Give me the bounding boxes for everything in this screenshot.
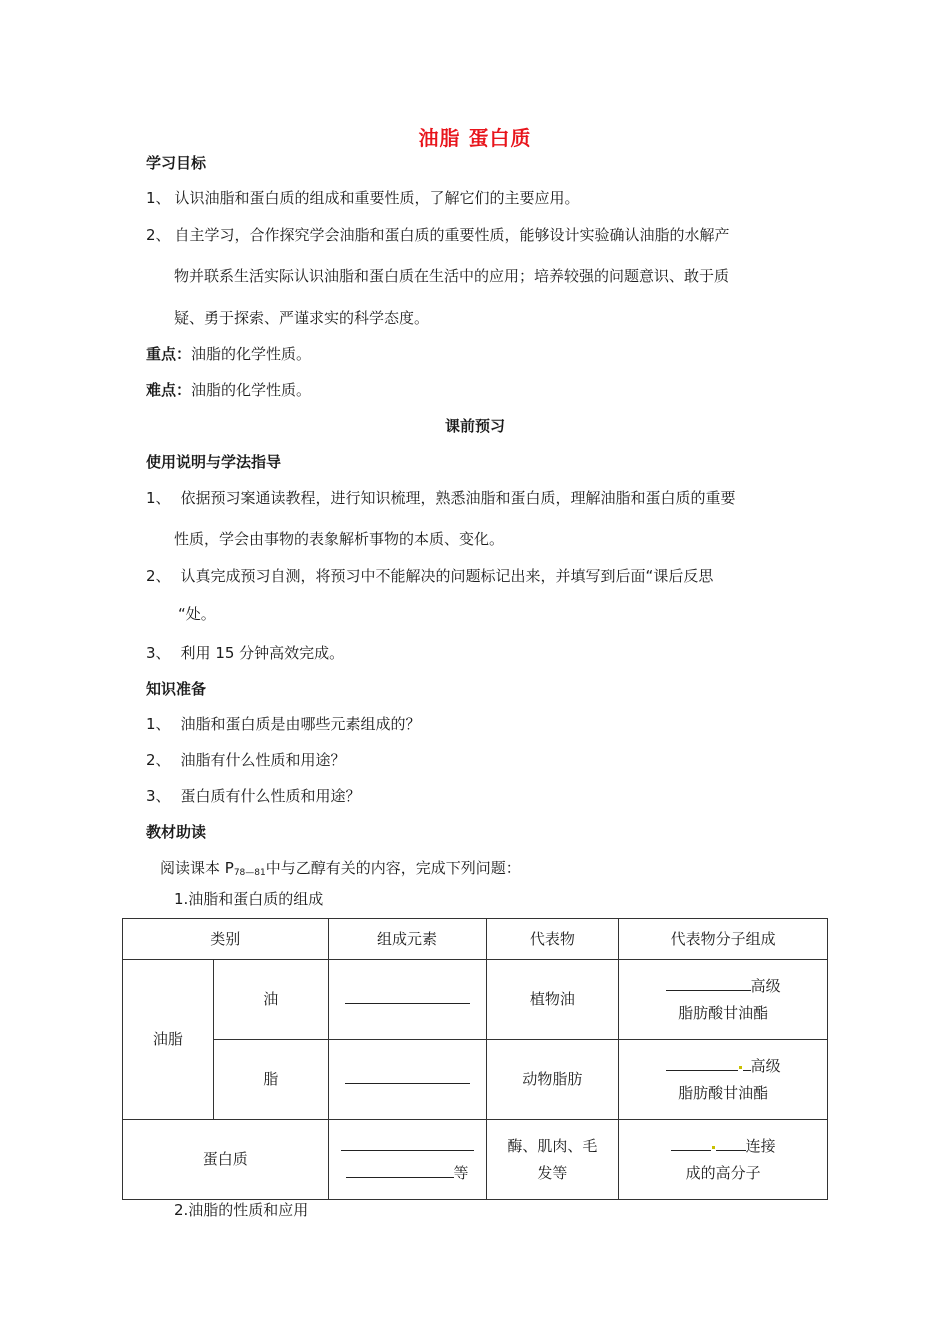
oil-elements-blank[interactable] bbox=[345, 989, 470, 1004]
prep-question-2 bbox=[146, 750, 346, 770]
protein-composition-b: 成的高分子 bbox=[685, 1163, 761, 1182]
protein-composition-blank-2[interactable] bbox=[716, 1136, 746, 1151]
prep-question-1 bbox=[146, 714, 421, 734]
goal-1-number: 1、 bbox=[146, 189, 171, 207]
table-row-fat bbox=[123, 1040, 828, 1120]
instruction-2-line2: “处。 bbox=[178, 605, 216, 623]
fat-composition-cell bbox=[619, 1040, 828, 1120]
section-2-title: 2.油脂的性质和应用 bbox=[174, 1201, 309, 1219]
protein-composition-a: 连接 bbox=[745, 1136, 776, 1155]
fat-composition-blank[interactable] bbox=[666, 1056, 738, 1071]
fat-group-label: 油脂 bbox=[123, 960, 214, 1120]
page-title: 油脂 蛋白质 bbox=[418, 126, 532, 150]
oil-composition-a: 高级 bbox=[750, 976, 781, 995]
key-point-label: 重点： bbox=[146, 345, 192, 363]
protein-representative-cell bbox=[486, 1120, 619, 1200]
key-point bbox=[146, 344, 311, 364]
composition-table bbox=[122, 918, 828, 1200]
prep-question-1-text: 油脂和蛋白质是由哪些元素组成的？ bbox=[180, 715, 421, 733]
goal-1 bbox=[146, 188, 580, 208]
prep-question-2-text: 油脂有什么性质和用途？ bbox=[180, 751, 346, 769]
instruction-1-line1 bbox=[146, 488, 736, 508]
protein-composition-blank[interactable] bbox=[671, 1136, 711, 1151]
goal-2-line2: 物并联系生活实际认识油脂和蛋白质在生活中的应用；培养较强的问题意识、敢于质 bbox=[174, 267, 730, 285]
instruction-3-number: 3、 bbox=[146, 644, 171, 662]
learning-goals-heading: 学习目标 bbox=[146, 154, 207, 172]
reading-suffix: 中与乙醇有关的内容，完成下列问题： bbox=[265, 859, 521, 877]
difficult-point bbox=[146, 380, 311, 400]
header-molecular-composition: 代表物分子组成 bbox=[619, 919, 828, 960]
prep-question-3-text: 蛋白质有什么性质和用途？ bbox=[180, 787, 361, 805]
fat-representative: 动物脂肪 bbox=[486, 1040, 619, 1120]
header-representative: 代表物 bbox=[486, 919, 619, 960]
fat-composition-blank-2[interactable] bbox=[743, 1056, 751, 1071]
difficult-point-text: 油脂的化学性质。 bbox=[191, 381, 312, 399]
header-category: 类别 bbox=[123, 919, 329, 960]
instructions-heading: 使用说明与学法指导 bbox=[146, 453, 282, 471]
protein-elements-blank-1[interactable] bbox=[341, 1136, 474, 1151]
goal-2-line3: 疑、勇于探索、严谨求实的科学态度。 bbox=[174, 309, 430, 327]
oil-composition-b: 脂肪酸甘油酯 bbox=[678, 1003, 769, 1022]
mark-dot bbox=[712, 1146, 715, 1149]
reading-pages: 78—81 bbox=[233, 868, 266, 878]
protein-elements-etc: 等 bbox=[453, 1163, 469, 1182]
prep-question-1-number: 1、 bbox=[146, 715, 171, 733]
fat-elements-cell bbox=[328, 1040, 486, 1120]
reading-prefix: 阅读课本 P bbox=[160, 859, 234, 877]
protein-representative-a: 酶、肌肉、毛 bbox=[507, 1136, 598, 1155]
oil-composition-cell bbox=[619, 960, 828, 1040]
prep-question-2-number: 2、 bbox=[146, 751, 171, 769]
protein-elements-blank-2[interactable] bbox=[346, 1163, 454, 1178]
goal-2-line1 bbox=[146, 225, 730, 245]
protein-elements-cell bbox=[328, 1120, 486, 1200]
header-elements: 组成元素 bbox=[328, 919, 486, 960]
knowledge-prep-heading: 知识准备 bbox=[146, 680, 207, 698]
prep-question-3 bbox=[146, 786, 361, 806]
oil-representative: 植物油 bbox=[486, 960, 619, 1040]
fat-composition-a: 高级 bbox=[750, 1056, 781, 1075]
instruction-1-text-1: 依据预习案通读教程，进行知识梳理，熟悉油脂和蛋白质，理解油脂和蛋白质的重要 bbox=[180, 489, 736, 507]
fat-composition-b: 脂肪酸甘油酯 bbox=[678, 1083, 769, 1102]
goal-1-text: 认识油脂和蛋白质的组成和重要性质，了解它们的主要应用。 bbox=[174, 189, 580, 207]
oil-composition-blank[interactable] bbox=[666, 976, 751, 991]
key-point-text: 油脂的化学性质。 bbox=[191, 345, 312, 363]
fat-label: 脂 bbox=[213, 1040, 328, 1120]
goal-2-number: 2、 bbox=[146, 226, 171, 244]
prep-question-3-number: 3、 bbox=[146, 787, 171, 805]
oil-label: 油 bbox=[213, 960, 328, 1040]
textbook-reading-instruction bbox=[160, 858, 521, 883]
section-1-title: 1.油脂和蛋白质的组成 bbox=[174, 890, 324, 908]
difficult-point-label: 难点： bbox=[146, 381, 192, 399]
instruction-3 bbox=[146, 643, 344, 663]
table-row-oil bbox=[123, 960, 828, 1040]
textbook-heading: 教材助读 bbox=[146, 823, 207, 841]
table-header-row bbox=[123, 919, 828, 960]
protein-representative-b: 发等 bbox=[537, 1163, 568, 1182]
instruction-2-number: 2、 bbox=[146, 567, 171, 585]
instruction-1-line2: 性质，学会由事物的表象解析事物的本质、变化。 bbox=[174, 530, 505, 548]
instruction-3-text: 利用 15 分钟高效完成。 bbox=[180, 644, 345, 662]
goal-2-text-1: 自主学习，合作探究学会油脂和蛋白质的重要性质，能够设计实验确认油脂的水解产 bbox=[174, 226, 730, 244]
instruction-1-number: 1、 bbox=[146, 489, 171, 507]
fat-elements-blank[interactable] bbox=[345, 1069, 470, 1084]
preview-heading: 课前预习 bbox=[444, 417, 505, 435]
mark-dot bbox=[739, 1066, 742, 1069]
instruction-2-text-1: 认真完成预习自测，将预习中不能解决的问题标记出来，并填写到后面“课后反思 bbox=[180, 567, 714, 585]
table-row-protein bbox=[123, 1120, 828, 1200]
protein-composition-cell bbox=[619, 1120, 828, 1200]
protein-label: 蛋白质 bbox=[123, 1120, 329, 1200]
instruction-2-line1 bbox=[146, 566, 713, 586]
oil-elements-cell bbox=[328, 960, 486, 1040]
